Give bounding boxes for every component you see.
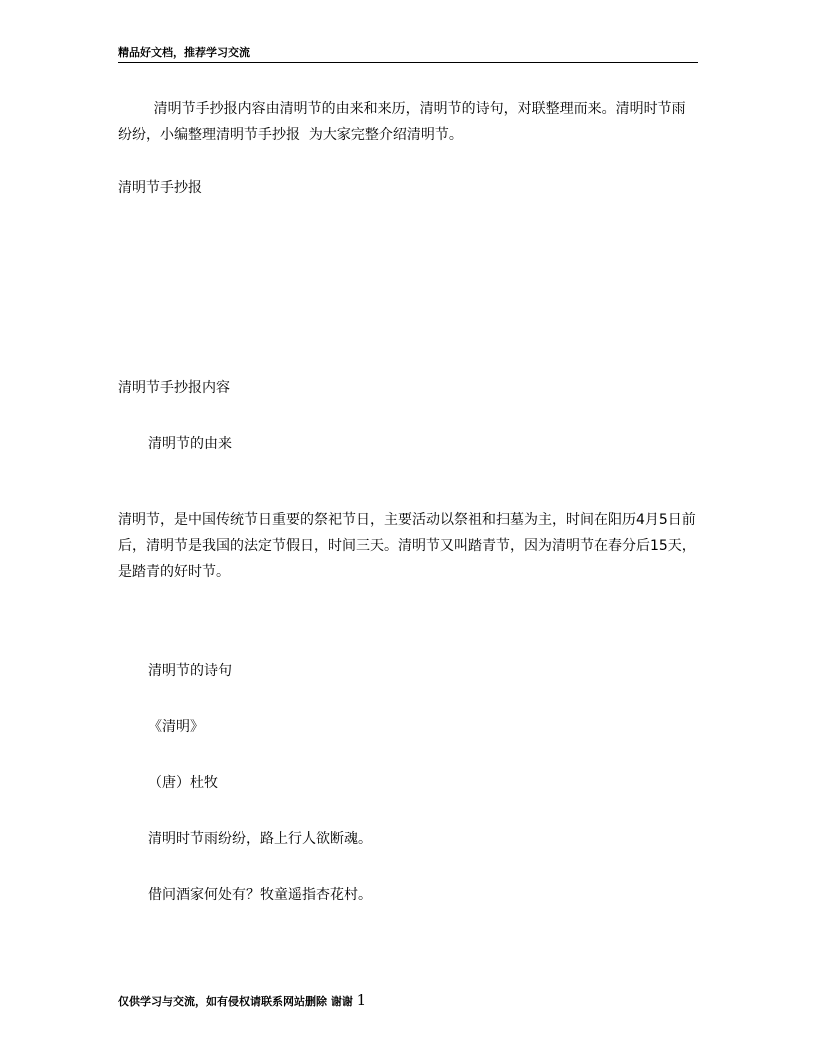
- poem-line-2: 借问酒家何处有？牧童遥指杏花村。: [148, 887, 372, 903]
- section-heading-content: 清明节手抄报内容: [118, 380, 230, 396]
- intro-paragraph: 清明节手抄报内容由清明节的由来和来历，清明节的诗句，对联整理而来。清明时节雨纷纷，小编整理清明节手抄报 为大家完整介绍清明节。: [118, 101, 686, 143]
- subheading-origin: 清明节的由来: [148, 436, 232, 452]
- document-footer: [118, 992, 366, 1010]
- page-number: 1: [356, 991, 367, 1009]
- document-header: 精品好文档，推荐学习交流: [118, 46, 698, 63]
- subheading-poems: 清明节的诗句: [148, 663, 232, 679]
- poem-title: 《清明》: [148, 719, 204, 735]
- footer-text: 仅供学习与交流，如有侵权请联系网站删除 谢谢: [118, 995, 353, 1008]
- section-heading-shouchaobao: 清明节手抄报: [118, 180, 202, 196]
- poem-line-1: 清明时节雨纷纷，路上行人欲断魂。: [148, 831, 372, 847]
- origin-paragraph: 清明节，是中国传统节日重要的祭祀节日，主要活动以祭祖和扫墓为主，时间在阳历4月5日前后，清明节是我国的法定节假日，时间三天。清明节又叫踏青节，因为清明节在春分后15天，是踏青的好时节。: [118, 512, 696, 580]
- poem-author: （唐）杜牧: [148, 775, 218, 791]
